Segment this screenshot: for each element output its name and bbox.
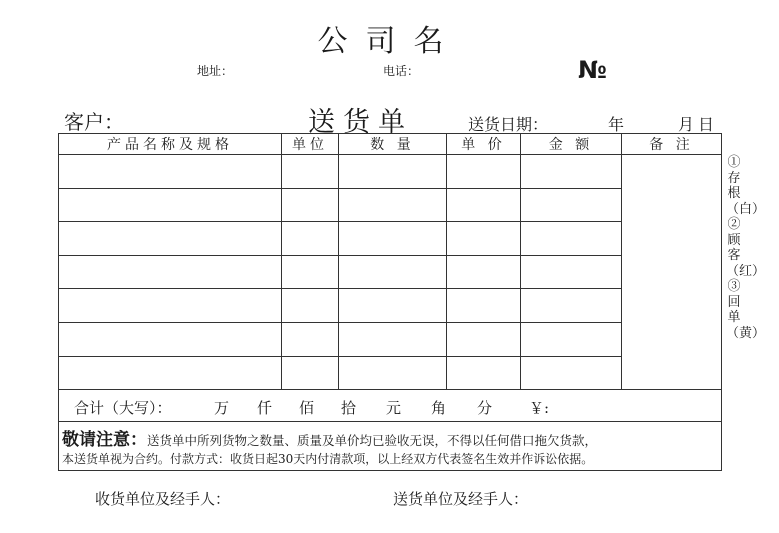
column-header: 金 额	[521, 134, 622, 155]
notice-line-1: 送货单中所列货物之数量、质量及单价均已验收无误，不得以任何借口拖欠货款，	[147, 433, 598, 448]
table-cell[interactable]	[59, 356, 282, 390]
table-cell[interactable]	[622, 155, 722, 390]
table-cell[interactable]	[59, 188, 282, 222]
column-header: 备 注	[622, 134, 722, 155]
number-label: №	[578, 56, 607, 84]
currency-label: ￥:	[529, 399, 550, 417]
table-cell[interactable]	[59, 322, 282, 356]
table-cell[interactable]	[282, 255, 339, 289]
table-cell[interactable]	[282, 289, 339, 323]
phone-label: 电话：	[383, 64, 420, 78]
table-cell[interactable]	[339, 155, 447, 189]
delivery-date-label: 送货日期：	[468, 115, 549, 134]
unit-shi: 拾	[341, 399, 357, 417]
table-cell[interactable]	[447, 255, 521, 289]
unit-bai: 佰	[299, 399, 315, 417]
table-cell[interactable]	[282, 222, 339, 256]
table-cell[interactable]	[521, 255, 622, 289]
unit-fen: 分	[477, 399, 493, 417]
column-header: 单位	[282, 134, 339, 155]
table-cell[interactable]	[282, 322, 339, 356]
total-label: 合计（大写）：	[74, 399, 172, 417]
table-cell[interactable]	[521, 222, 622, 256]
table-cell[interactable]	[447, 188, 521, 222]
notice-box	[58, 421, 722, 471]
table-cell[interactable]	[339, 255, 447, 289]
table-cell[interactable]	[447, 322, 521, 356]
items-table	[58, 133, 722, 390]
month-label: 月	[678, 115, 695, 134]
table-cell[interactable]	[339, 188, 447, 222]
table-cell[interactable]	[521, 188, 622, 222]
copy-distribution-note: ①存根（白）②顾客（红）③回单（黄）	[726, 155, 766, 341]
notice-heading: 敬请注意：	[62, 430, 147, 450]
table-cell[interactable]	[282, 155, 339, 189]
unit-jiao: 角	[431, 399, 447, 417]
sender-signature-label: 送货单位及经手人：	[393, 490, 529, 508]
total-row	[58, 389, 722, 422]
column-header: 数 量	[339, 134, 447, 155]
table-cell[interactable]	[447, 155, 521, 189]
company-name: 公司名	[317, 24, 462, 59]
table-cell[interactable]	[447, 289, 521, 323]
unit-qian: 仟	[257, 399, 273, 417]
table-cell[interactable]	[282, 188, 339, 222]
table-cell[interactable]	[282, 356, 339, 390]
unit-wan: 万	[214, 399, 230, 417]
table-cell[interactable]	[339, 222, 447, 256]
year-label: 年	[608, 115, 625, 134]
table-cell[interactable]	[59, 255, 282, 289]
column-header: 产品名称及规格	[59, 134, 282, 155]
table-cell[interactable]	[521, 356, 622, 390]
table-cell[interactable]	[339, 356, 447, 390]
table-cell[interactable]	[59, 222, 282, 256]
table-cell[interactable]	[339, 322, 447, 356]
unit-yuan: 元	[386, 399, 402, 417]
notice-line-2: 本送货单视为合约。付款方式：收货日起30天内付清款项，以上经双方代表签名生效并作诉讼依据。	[62, 452, 594, 466]
table-cell[interactable]	[59, 289, 282, 323]
day-label: 日	[698, 115, 715, 134]
column-header: 单 价	[447, 134, 521, 155]
address-label: 地址：	[197, 64, 234, 78]
table-cell[interactable]	[521, 322, 622, 356]
form-title: 送货单	[308, 107, 413, 138]
table-cell[interactable]	[521, 155, 622, 189]
table-cell[interactable]	[59, 155, 282, 189]
table-row	[59, 155, 722, 189]
receiver-signature-label: 收货单位及经手人：	[95, 490, 231, 508]
table-cell[interactable]	[447, 222, 521, 256]
customer-label: 客户：	[64, 110, 124, 134]
table-cell[interactable]	[339, 289, 447, 323]
table-cell[interactable]	[521, 289, 622, 323]
table-cell[interactable]	[447, 356, 521, 390]
